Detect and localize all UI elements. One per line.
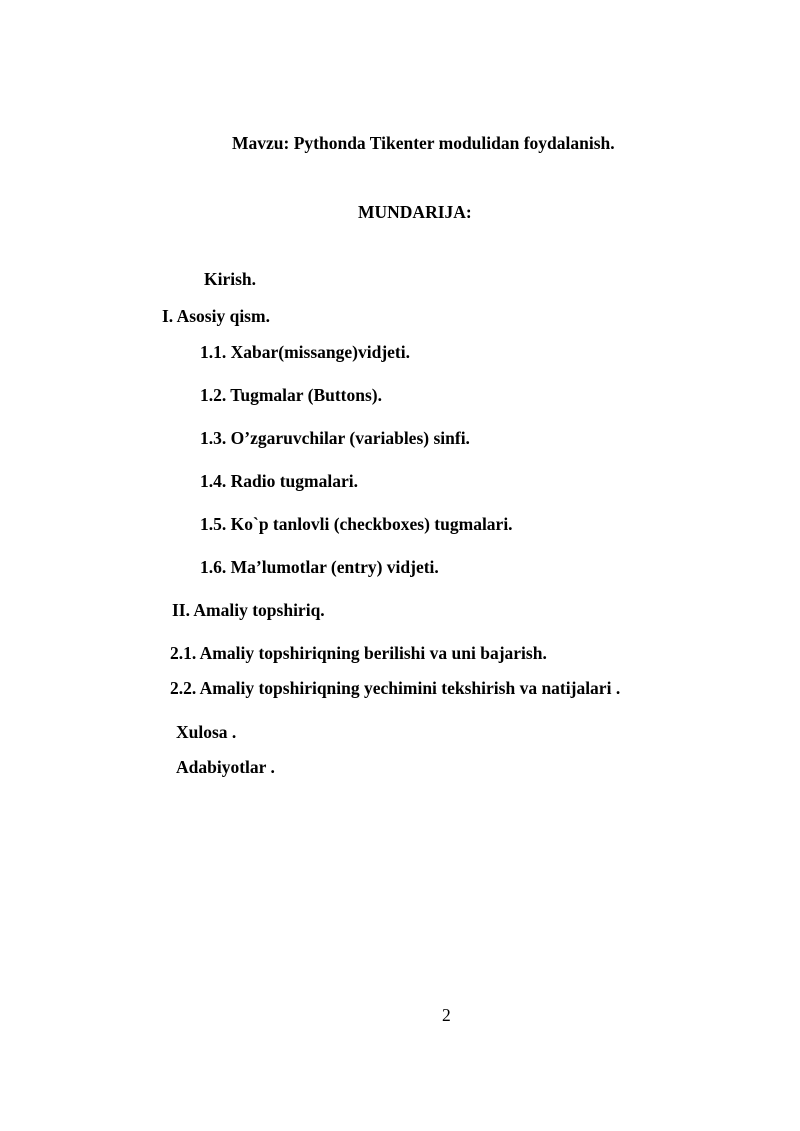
- toc-item-conclusion: Xulosa .: [176, 722, 237, 742]
- toc-item-1-2: 1.2. Tugmalar (Buttons).: [200, 385, 383, 405]
- toc-item-part-2: II. Amaliy topshiriq.: [172, 600, 325, 620]
- toc-item-1-6: 1.6. Ma’lumotlar (entry) vidjeti.: [200, 557, 439, 577]
- toc-item-1-3: 1.3. O’zgaruvchilar (variables) sinfi.: [200, 428, 470, 448]
- toc-item-1-4: 1.4. Radio tugmalari.: [200, 471, 358, 491]
- document-topic: Mavzu: Pythonda Tikenter modulidan foydalanish.: [232, 133, 615, 153]
- toc-item-introduction: Kirish.: [204, 269, 257, 289]
- toc-item-1-1: 1.1. Xabar(missange)vidjeti.: [200, 342, 410, 362]
- toc-item-2-2: 2.2. Amaliy topshiriqning yechimini tekshirish va natijalari .: [170, 678, 621, 698]
- contents-heading: MUNDARIJA:: [358, 202, 472, 222]
- toc-item-1-5: 1.5. Ko`p tanlovli (checkboxes) tugmalari.: [200, 514, 513, 534]
- toc-item-2-1: 2.1. Amaliy topshiriqning berilishi va uni bajarish.: [170, 643, 547, 663]
- toc-item-references: Adabiyotlar .: [176, 757, 275, 777]
- page-number: 2: [442, 1005, 451, 1025]
- toc-item-part-1: I. Asosiy qism.: [162, 306, 270, 326]
